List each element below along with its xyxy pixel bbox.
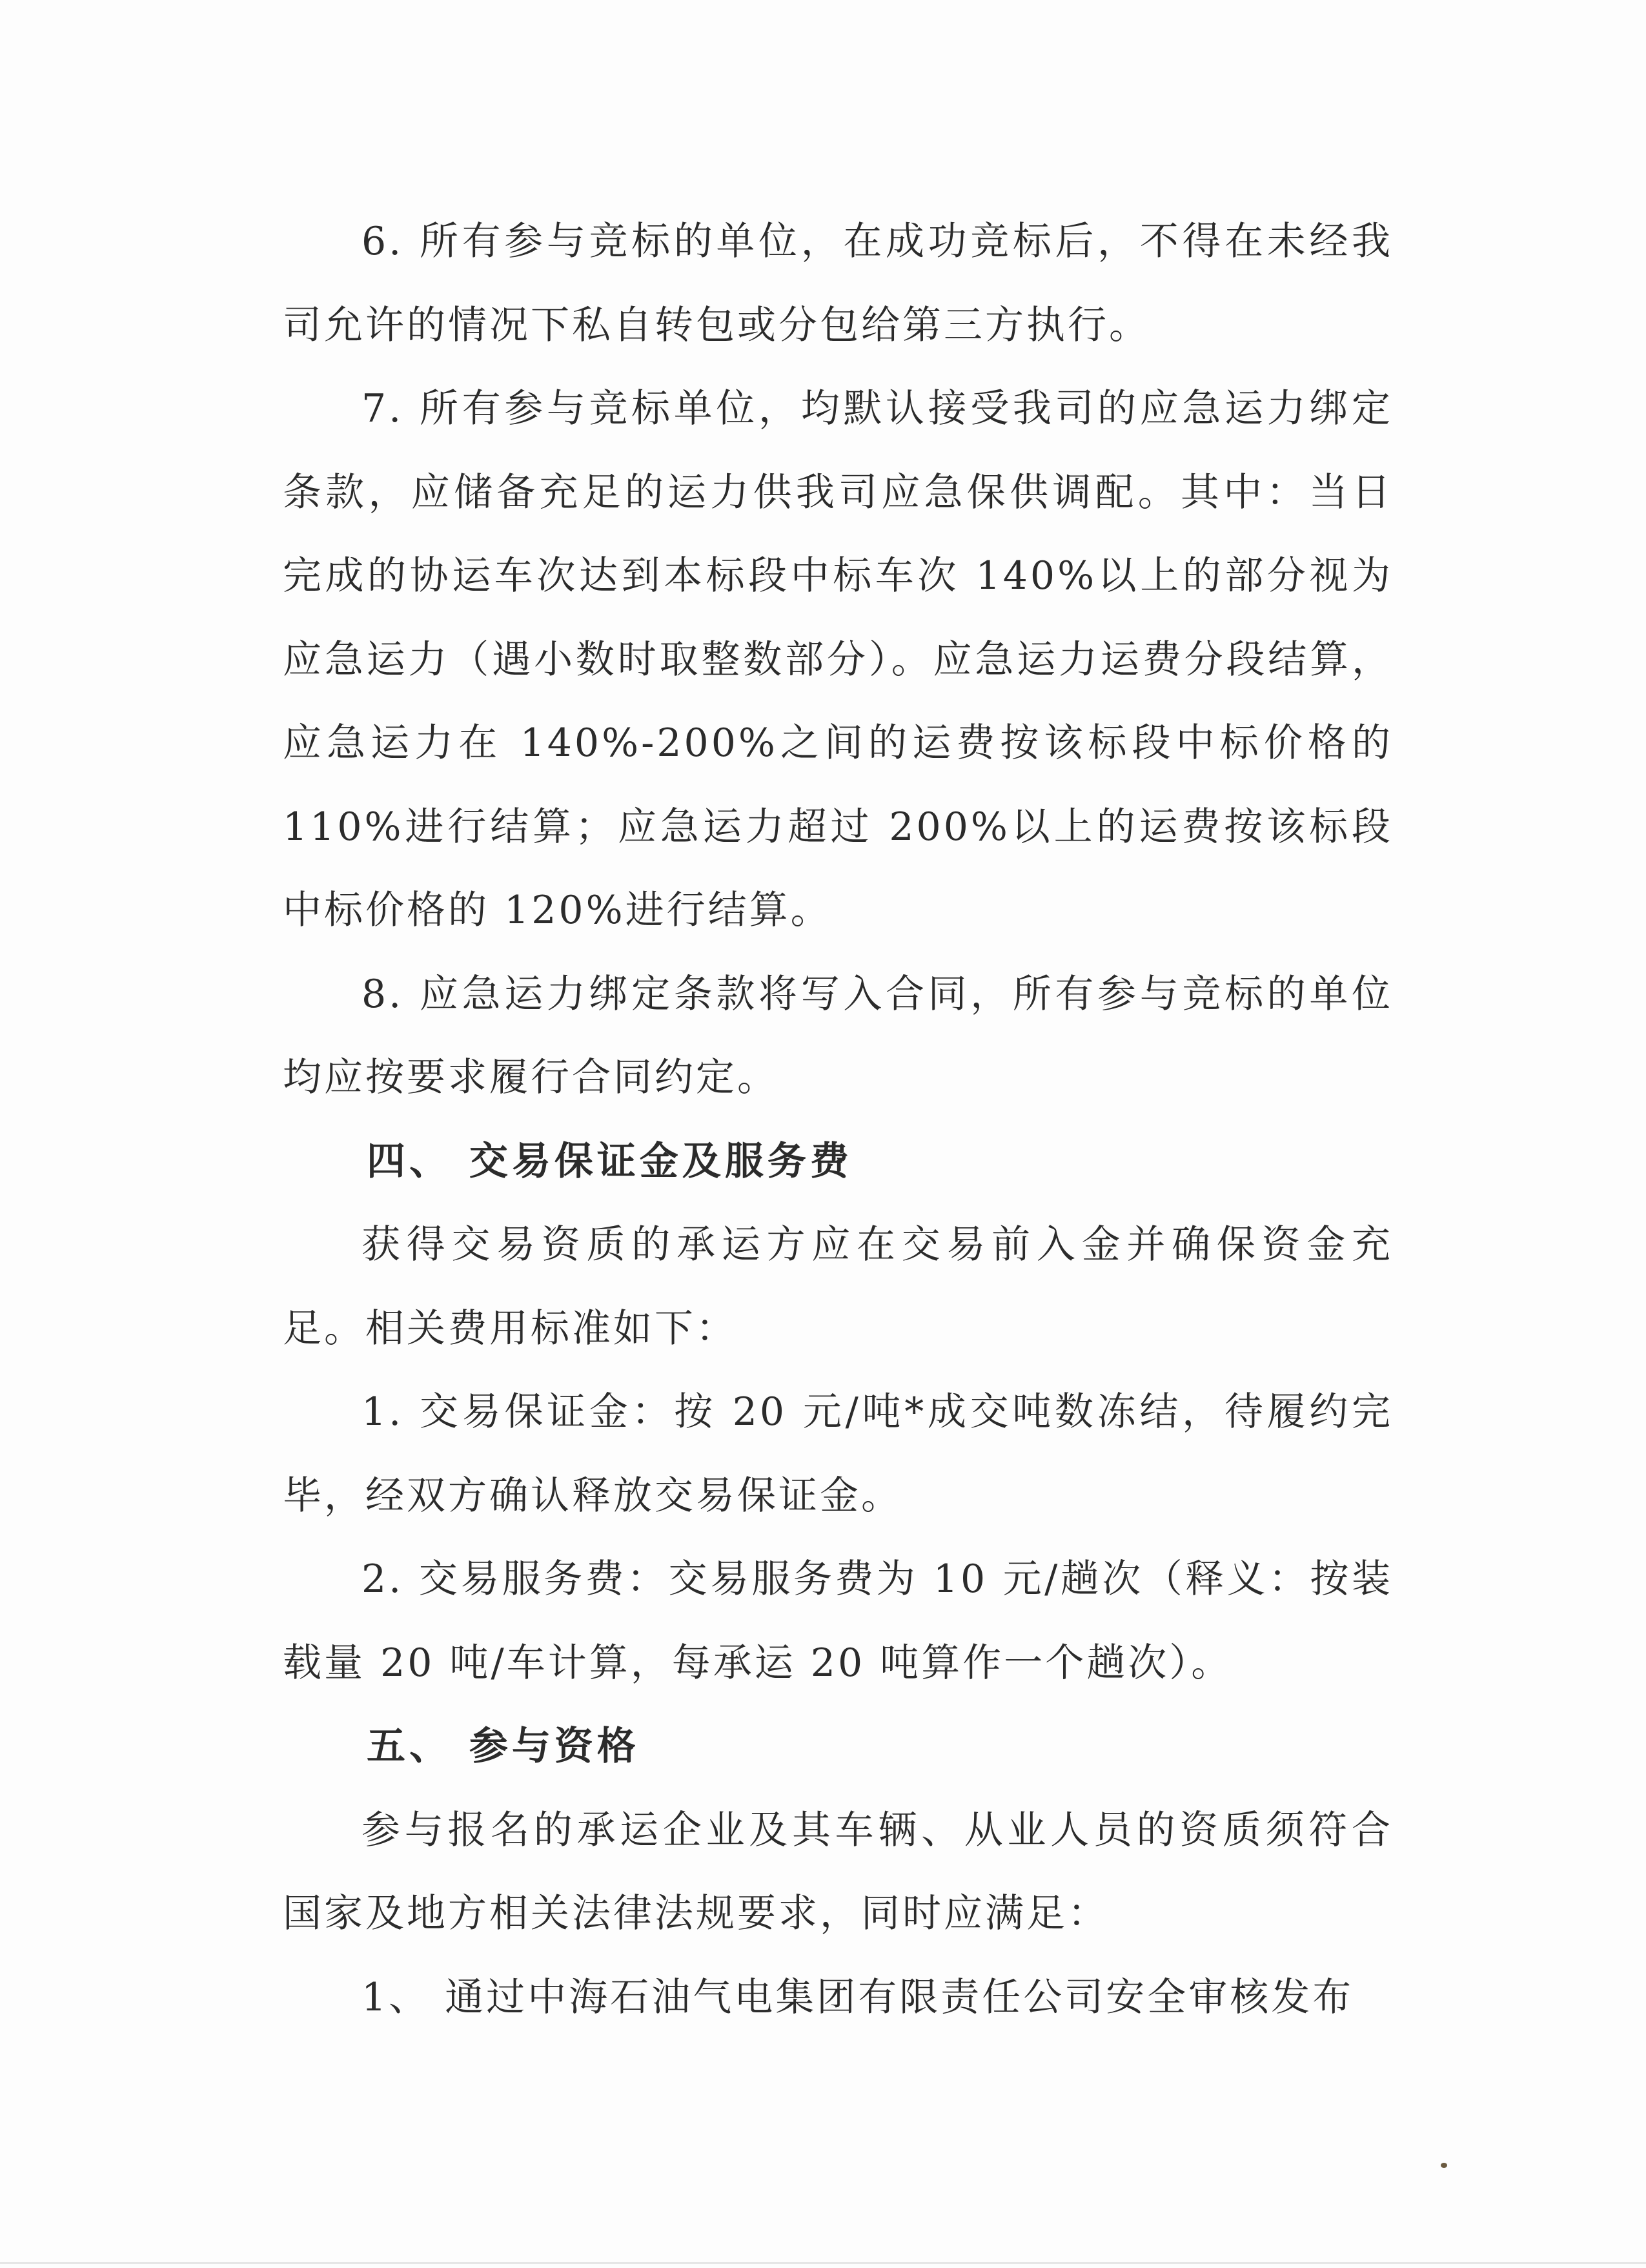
clause-6: 6. 所有参与竞标的单位，在成功竞标后，不得在未经我司允许的情况下私自转包或分包给第三方执行。 [283,219,1393,348]
deposit-item: 1. 交易保证金：按 20 元/吨*成交吨数冻结，待履约完毕，经双方确认释放交易保证金。 [283,1389,1393,1518]
section-heading-5: 五、 参与资格 [367,1724,640,1769]
scan-edge-line [0,2262,1646,2264]
section-heading-4: 四、 交易保证金及服务费 [367,1138,853,1184]
document-body [283,200,1393,2039]
clause-8: 8. 应急运力绑定条款将写入合同，所有参与竞标的单位均应按要求履行合同约定。 [283,971,1393,1100]
qualification-item-1: 1、 通过中海石油气电集团有限责任公司安全审核发布 [361,1974,1354,2020]
section-5-intro: 参与报名的承运企业及其车辆、从业人员的资质须符合国家及地方相关法律法规要求，同时应满足： [283,1807,1393,1936]
service-fee-item: 2. 交易服务费：交易服务费为 10 元/趟次（释义：按装载量 20 吨/车计算，每承运 20 吨算作一个趟次）。 [283,1557,1393,1686]
scan-speck [1441,2163,1447,2168]
section-4-intro: 获得交易资质的承运方应在交易前入金并确保资金充足。相关费用标准如下： [283,1222,1393,1351]
clause-7: 7. 所有参与竞标单位，均默认接受我司的应急运力绑定条款，应储备充足的运力供我司应急保供调配。其中：当日完成的协运车次达到本标段中标车次 140%以上的部分视为应急运力（遇小数时取整数部分）。应急运力运费分段结算，应急运力在 140%-200%之间的运费按该标段中标价格的 110%进行结算；应急运力超过 200%以上的运费按该标段中标价格的 120%进行结算。 [283,386,1393,933]
